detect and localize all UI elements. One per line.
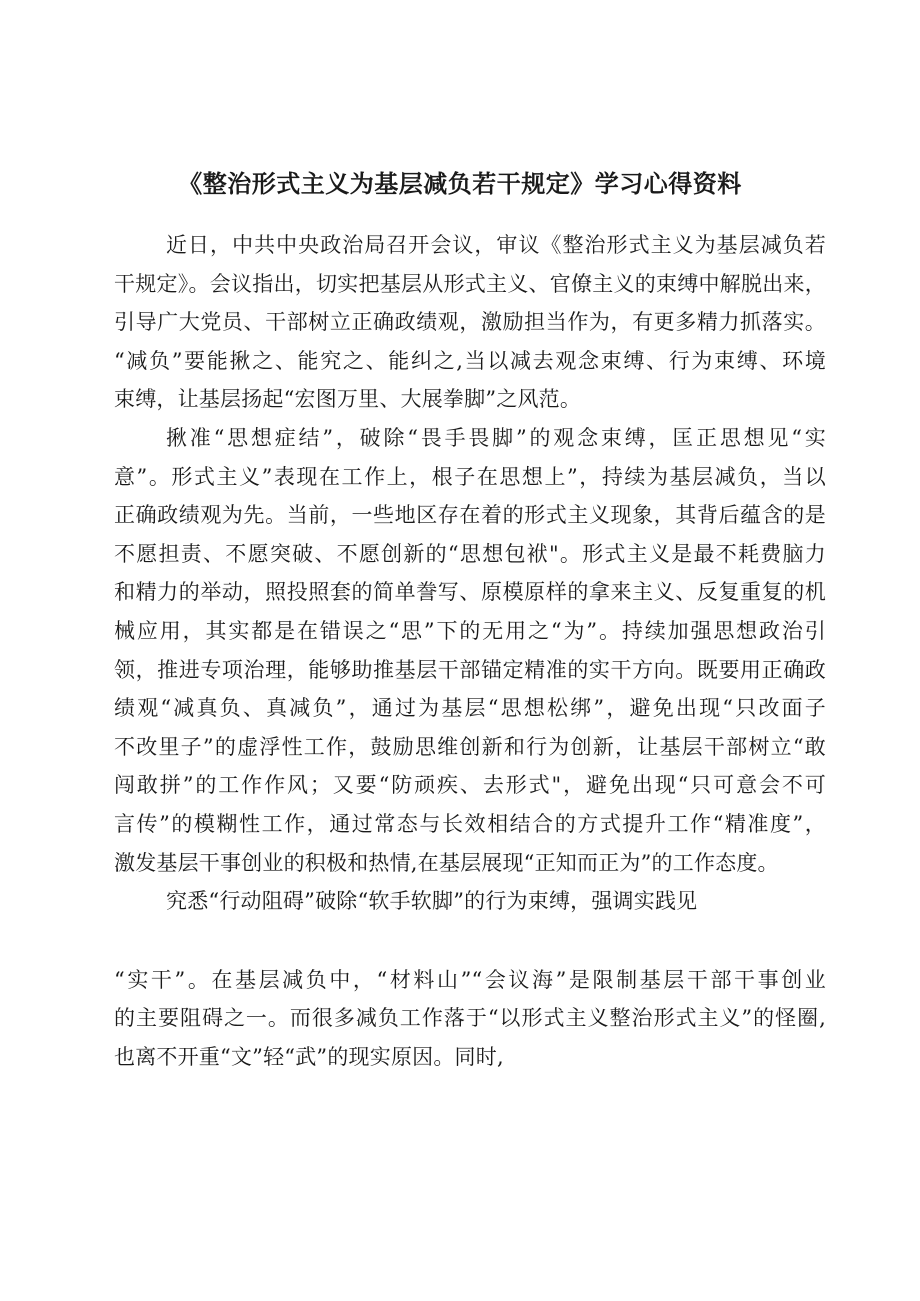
paragraph-1: [114, 226, 826, 419]
text-line: 绩观“减真负、真减负”，通过为基层“思想松绑”，避免出现“只改面子: [114, 696, 826, 721]
text-line: “实干”。在基层减负中，“材料山”“会议海”是限制基层干部干事创业: [114, 967, 826, 992]
text-line: 闯敢拼”的工作作风；又要“防顽疾、去形式"，避免出现“只可意会不可: [114, 773, 826, 798]
text-line: 领，推进专项治理，能够助推基层干部锚定精准的实干方向。既要用正确政: [114, 657, 826, 682]
text-line: 械应用，其实都是在错误之“思”下的无用之“为”。持续加强思想政治引: [114, 618, 826, 643]
paragraph-gap: [114, 921, 826, 961]
text-line: 不愿担责、不愿突破、不愿创新的“思想包袱"。形式主义是最不耗费脑力: [114, 541, 826, 566]
paragraph-4: [114, 961, 826, 1077]
text-line: 意”。形式主义”表现在工作上，根子在思想上”，持续为基层减负，当以: [114, 464, 826, 489]
text-line: 干规定》。会议指出，切实把基层从形式主义、官僚主义的束缚中解脱出来，: [114, 271, 826, 296]
text-line: 和精力的举动，照投照套的简单誊写、原模原样的拿来主义、反复重复的机: [114, 580, 826, 605]
text-line: 究悉“行动阻碍”破除“软手软脚”的行为束缚，强调实践见: [166, 889, 698, 914]
text-line: 激发基层干事创业的积极和热情,在基层展现“正知而正为”的工作态度。: [114, 850, 779, 875]
text-line: 近日，中共中央政治局召开会议，审议《整治形式主义为基层减负若: [166, 233, 826, 257]
paragraph-2: [114, 419, 826, 882]
text-line: 引导广大党员、干部树立正确政绩观，激励担当作为，有更多精力抓落实。: [114, 310, 826, 335]
text-line: 束缚，让基层扬起“宏图万里、大展拳脚”之风范。: [114, 387, 582, 412]
paragraph-3: [114, 882, 826, 921]
text-line: 也离不开重“文”轻“武”的现实原因。同时,: [114, 1044, 504, 1069]
text-line: 不改里子”的虚浮性工作，鼓励思维创新和行为创新，让基层干部树立“敢: [114, 734, 826, 759]
document-title: 《整治形式主义为基层减负若干规定》学习心得资料: [178, 170, 742, 198]
document-body: [114, 226, 826, 1076]
text-line: 揪准“思想症结”，破除“畏手畏脚”的观念束缚，匡正思想见“实: [166, 425, 826, 450]
text-line: “减负”要能揪之、能究之、能纠之,当以减去观念束缚、行为束缚、环境: [114, 348, 826, 373]
text-line: 的主要阻碍之一。而很多减负工作落于“以形式主义整治形式主义”的怪圈,: [114, 1006, 826, 1031]
text-line: 言传”的模糊性工作，通过常态与长效相结合的方式提升工作“精准度”，: [114, 811, 826, 836]
text-line: 正确政绩观为先。当前，一些地区存在着的形式主义现象，其背后蕴含的是: [114, 503, 826, 528]
